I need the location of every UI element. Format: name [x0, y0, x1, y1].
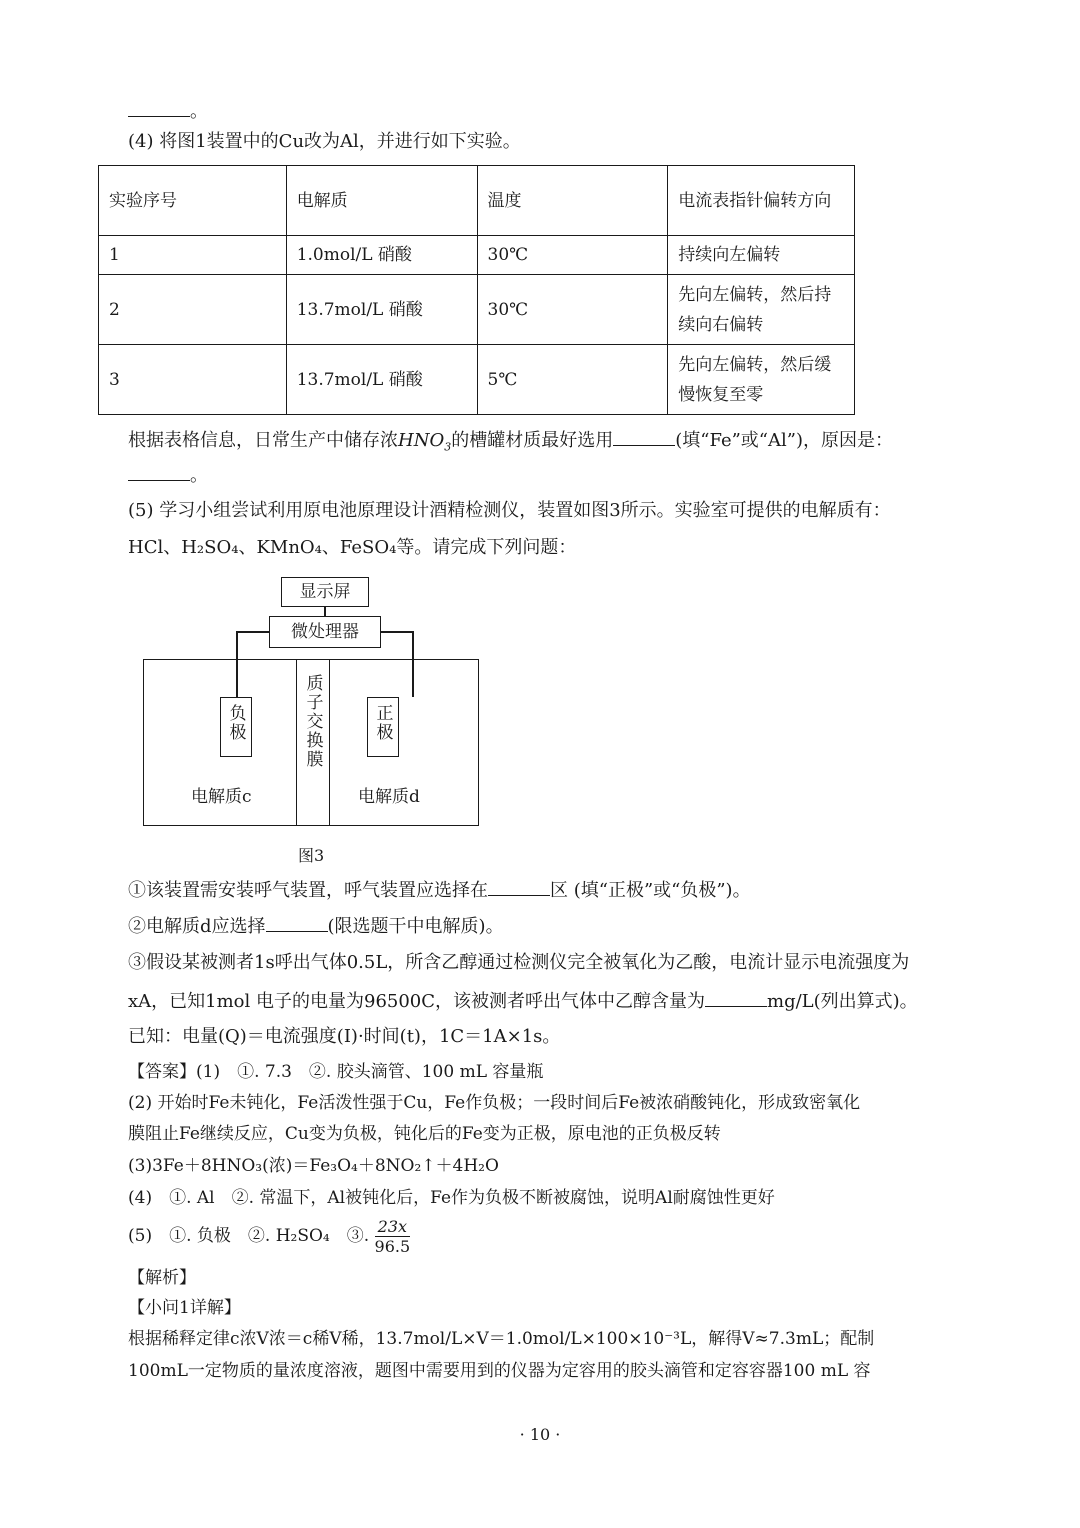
microprocessor-box: 微处理器	[269, 616, 381, 648]
q5-intro: (5) 学习小组尝试利用原电池原理设计酒精检测仪，装置如图3所示。实验室可提供的电解质有：	[128, 500, 891, 521]
electrolyte-c-label: 电解质c	[191, 787, 252, 807]
table-cell: 30℃	[477, 275, 668, 345]
analysis-subtitle: 【小问1详解】	[128, 1298, 241, 1318]
table-cell: 先向左偏转，然后缓慢恢复至零	[668, 345, 855, 415]
q5-sub1: ①该装置需安装呼气装置，呼气装置应选择在 区 (填“正极”或“负极”)。	[128, 877, 751, 903]
table-header-row	[99, 166, 855, 236]
page-number: · 10 ·	[519, 1425, 561, 1444]
table-cell: 持续向左偏转	[668, 236, 855, 275]
answer-blank	[613, 427, 675, 446]
header-cell: 温度	[477, 166, 668, 236]
q5-sub3-line2: xA，已知1mol 电子的电量为96500C，该被测者呼出气体中乙醇含量为 mg/L(列出算式)。	[128, 988, 918, 1014]
wire	[236, 631, 269, 633]
table-cell: 30℃	[477, 236, 668, 275]
answer-line-4: (4) ①. Al ②. 常温下，Al被钝化后，Fe作为负极不断被腐蚀，说明Al耐腐蚀性更好	[128, 1188, 775, 1208]
fraction: $\frac{23x}{96.5}$	[374, 1217, 411, 1256]
header-cell: 电流表指针偏转方向	[668, 166, 855, 236]
table-cell: 先向左偏转，然后持续向右偏转	[668, 275, 855, 345]
table-cell: 5℃	[477, 345, 668, 415]
answer-line-1: 【答案】(1) ①. 7.3 ②. 胶头滴管、100 mL 容量瓶	[128, 1062, 544, 1082]
negative-electrode: 负极	[220, 697, 252, 757]
q4-followup: 根据表格信息，日常生产中储存浓$HNO_3$的槽罐材质最好选用 (填“Fe”或“Al”)，原因是：	[128, 427, 893, 460]
wire	[324, 607, 326, 616]
answer-blank	[705, 988, 767, 1007]
display-screen-box: 显示屏	[281, 577, 369, 607]
answer-line-2b: 膜阻止Fe继续反应，Cu变为负极，钝化后的Fe变为正极，原电池的正负极反转	[128, 1124, 721, 1144]
answer-line-5: (5) ①. 负极 ②. H₂SO₄ ③. $\frac{23x}{96.5}$	[128, 1217, 411, 1256]
top-blank-line: 。	[128, 98, 208, 124]
figure-caption: 图3	[298, 846, 325, 865]
table-row	[99, 275, 855, 345]
positive-electrode: 正极	[367, 697, 399, 757]
known-formula: 已知：电量(Q)＝电流强度(I)·时间(t)，1C＝1A×1s。	[128, 1026, 561, 1047]
answer-blank	[128, 98, 190, 117]
answer-line-2a: (2) 开始时Fe未钝化，Fe活泼性强于Cu，Fe作负极；一段时间后Fe被浓硝酸钝化，形成致密氧化	[128, 1093, 861, 1113]
experiment-table	[98, 165, 855, 415]
analysis-line-2: 100mL一定物质的量浓度溶液，题图中需要用到的仪器为定容用的胶头滴管和定容容器100 mL 容	[128, 1361, 871, 1381]
q5-electrolytes: HCl、H₂SO₄、KMnO₄、FeSO₄等。请完成下列问题：	[128, 537, 577, 558]
q4-reason-line: 。	[128, 462, 208, 488]
wire	[381, 631, 413, 633]
q5-sub2: ②电解质d应选择 (限选题干中电解质)。	[128, 913, 504, 939]
analysis-title: 【解析】	[128, 1268, 196, 1288]
answer-blank	[128, 462, 190, 481]
table-cell: 1	[99, 236, 287, 275]
table-row	[99, 345, 855, 415]
answer-blank	[266, 913, 328, 932]
q5-sub3-line1: ③假设某被测者1s呼出气体0.5L，所含乙醇通过检测仪完全被氧化为乙酸，电流计显示电流强度为	[128, 952, 910, 973]
table-row	[99, 236, 855, 275]
table-cell: 13.7mol/L 硝酸	[286, 275, 477, 345]
table-cell: 13.7mol/L 硝酸	[286, 345, 477, 415]
header-cell: 电解质	[286, 166, 477, 236]
header-cell: 实验序号	[99, 166, 287, 236]
table-cell: 3	[99, 345, 287, 415]
answer-blank	[488, 877, 550, 896]
table-cell: 1.0mol/L 硝酸	[286, 236, 477, 275]
figure-3-diagram	[140, 572, 485, 867]
electrolyte-d-label: 电解质d	[358, 787, 420, 807]
analysis-line-1: 根据稀释定律c浓V浓＝c稀V稀，13.7mol/L×V＝1.0mol/L×100×10⁻³L，解得V≈7.3mL；配制	[128, 1329, 875, 1349]
proton-exchange-membrane: 质子交换膜	[296, 659, 330, 826]
table-cell: 2	[99, 275, 287, 345]
answer-line-3: (3)3Fe＋8HNO₃(浓)＝Fe₃O₄＋8NO₂↑＋4H₂O	[128, 1156, 499, 1176]
q4-intro: (4) 将图1装置中的Cu改为Al，并进行如下实验。	[128, 131, 521, 152]
